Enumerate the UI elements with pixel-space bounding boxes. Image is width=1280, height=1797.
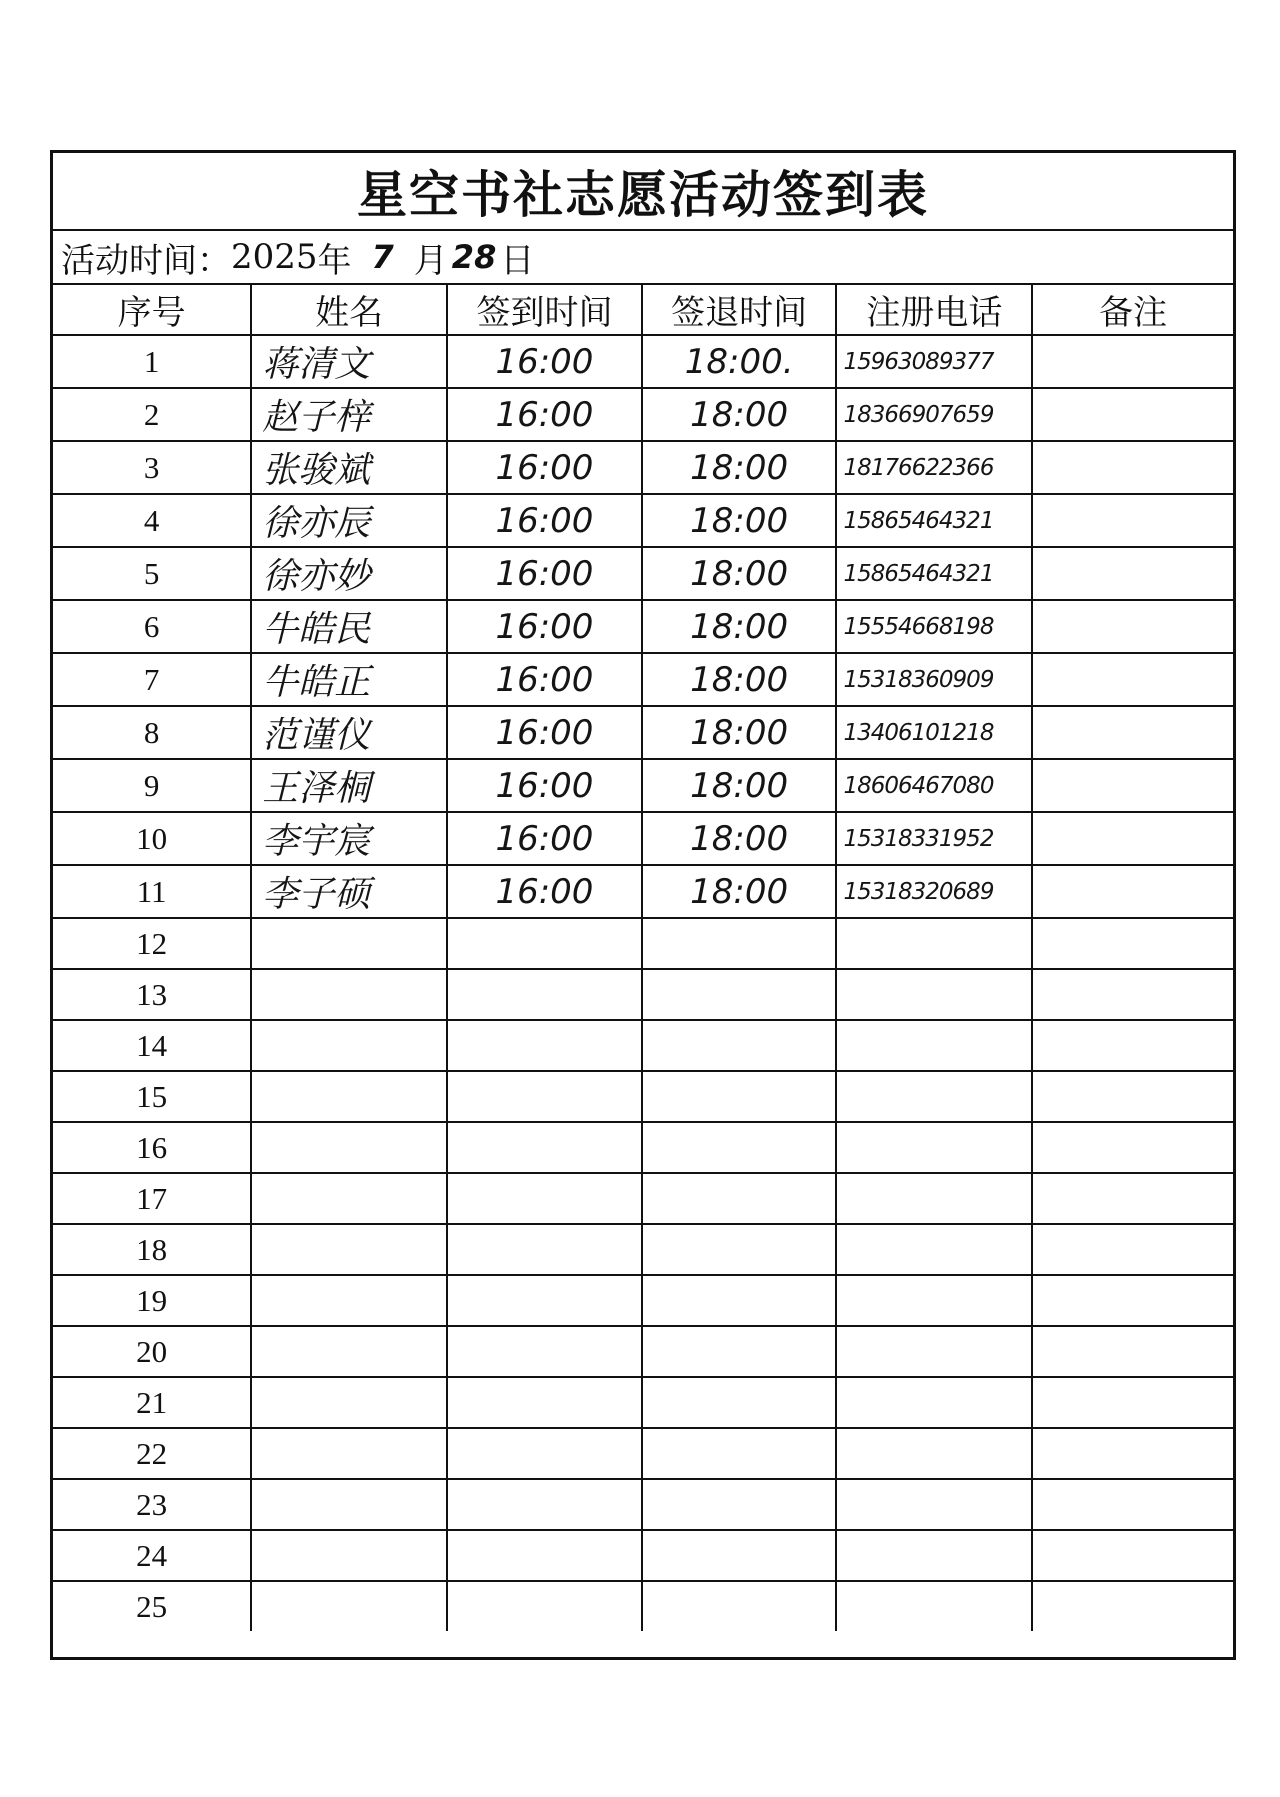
date-day-unit: 日 <box>500 240 535 281</box>
row-number: 14 <box>53 1020 251 1071</box>
name-cell: 赵子梓 <box>251 388 447 441</box>
phone-cell <box>836 1326 1032 1377</box>
name-cell <box>251 1071 447 1122</box>
check-out-cell <box>642 1581 837 1631</box>
check-out-cell: 18:00 <box>642 706 837 759</box>
check-out-cell <box>642 1479 837 1530</box>
check-in-cell <box>447 1326 642 1377</box>
name-cell: 李宇宸 <box>251 812 447 865</box>
phone-cell <box>836 969 1032 1020</box>
row-number: 6 <box>53 600 251 653</box>
row-number: 20 <box>53 1326 251 1377</box>
note-cell <box>1032 1530 1233 1581</box>
phone-cell: 15554668198 <box>836 600 1032 653</box>
note-cell <box>1032 1428 1233 1479</box>
phone-cell <box>836 1275 1032 1326</box>
row-number: 24 <box>53 1530 251 1581</box>
note-cell <box>1032 918 1233 969</box>
name-cell <box>251 1122 447 1173</box>
check-out-cell: 18:00 <box>642 547 837 600</box>
check-in-cell <box>447 1224 642 1275</box>
header-name: 姓名 <box>251 285 447 335</box>
note-cell <box>1032 1071 1233 1122</box>
name-cell <box>251 969 447 1020</box>
table-row <box>53 706 1233 759</box>
note-cell <box>1032 812 1233 865</box>
phone-cell <box>836 1173 1032 1224</box>
table-row <box>53 1428 1233 1479</box>
check-in-cell <box>447 1173 642 1224</box>
table-row <box>53 1071 1233 1122</box>
name-cell <box>251 1020 447 1071</box>
check-out-cell: 18:00 <box>642 494 837 547</box>
check-out-cell <box>642 1428 837 1479</box>
table-row <box>53 1479 1233 1530</box>
check-in-cell: 16:00 <box>447 865 642 918</box>
check-out-cell <box>642 1326 837 1377</box>
table-row <box>53 918 1233 969</box>
note-cell <box>1032 1173 1233 1224</box>
phone-cell <box>836 1479 1032 1530</box>
phone-cell: 15318360909 <box>836 653 1032 706</box>
name-cell: 牛皓正 <box>251 653 447 706</box>
check-in-cell: 16:00 <box>447 653 642 706</box>
check-in-cell <box>447 1122 642 1173</box>
name-cell: 张骏斌 <box>251 441 447 494</box>
check-out-cell <box>642 969 837 1020</box>
phone-cell <box>836 1071 1032 1122</box>
row-number: 3 <box>53 441 251 494</box>
check-out-cell <box>642 1071 837 1122</box>
note-cell <box>1032 600 1233 653</box>
table-row <box>53 600 1233 653</box>
name-cell: 徐亦妙 <box>251 547 447 600</box>
phone-cell: 18176622366 <box>836 441 1032 494</box>
note-cell <box>1032 441 1233 494</box>
table-row <box>53 547 1233 600</box>
note-cell <box>1032 335 1233 388</box>
table-row <box>53 494 1233 547</box>
table-row <box>53 335 1233 388</box>
row-number: 15 <box>53 1071 251 1122</box>
check-in-cell <box>447 1020 642 1071</box>
check-out-cell: 18:00 <box>642 653 837 706</box>
check-in-cell <box>447 1071 642 1122</box>
row-number: 19 <box>53 1275 251 1326</box>
check-in-cell: 16:00 <box>447 547 642 600</box>
name-cell <box>251 1581 447 1631</box>
phone-cell: 15963089377 <box>836 335 1032 388</box>
phone-cell <box>836 1224 1032 1275</box>
row-number: 22 <box>53 1428 251 1479</box>
row-number: 5 <box>53 547 251 600</box>
name-cell: 李子硕 <box>251 865 447 918</box>
attendance-table <box>53 285 1233 1631</box>
row-number: 10 <box>53 812 251 865</box>
check-in-cell <box>447 1377 642 1428</box>
check-in-cell: 16:00 <box>447 706 642 759</box>
check-in-cell <box>447 1275 642 1326</box>
note-cell <box>1032 653 1233 706</box>
name-cell: 牛皓民 <box>251 600 447 653</box>
check-out-cell: 18:00 <box>642 441 837 494</box>
name-cell <box>251 1326 447 1377</box>
name-cell: 范谨仪 <box>251 706 447 759</box>
header-row <box>53 285 1233 335</box>
header-check-out: 签退时间 <box>642 285 837 335</box>
row-number: 7 <box>53 653 251 706</box>
check-in-cell <box>447 1530 642 1581</box>
table-row <box>53 1020 1233 1071</box>
check-in-cell: 16:00 <box>447 759 642 812</box>
row-number: 1 <box>53 335 251 388</box>
table-row <box>53 653 1233 706</box>
note-cell <box>1032 1326 1233 1377</box>
check-out-cell <box>642 1224 837 1275</box>
sheet-title: 星空书社志愿活动签到表 <box>53 153 1233 231</box>
check-out-cell: 18:00 <box>642 812 837 865</box>
header-number: 序号 <box>53 285 251 335</box>
row-number: 18 <box>53 1224 251 1275</box>
check-in-cell: 16:00 <box>447 812 642 865</box>
row-number: 17 <box>53 1173 251 1224</box>
row-number: 11 <box>53 865 251 918</box>
phone-cell <box>836 1377 1032 1428</box>
row-number: 21 <box>53 1377 251 1428</box>
name-cell: 王泽桐 <box>251 759 447 812</box>
table-row <box>53 865 1233 918</box>
phone-cell <box>836 1530 1032 1581</box>
note-cell <box>1032 1479 1233 1530</box>
check-out-cell <box>642 1530 837 1581</box>
note-cell <box>1032 1581 1233 1631</box>
phone-cell: 15865464321 <box>836 494 1032 547</box>
header-note: 备注 <box>1032 285 1233 335</box>
check-in-cell: 16:00 <box>447 335 642 388</box>
table-row <box>53 1377 1233 1428</box>
check-in-cell: 16:00 <box>447 441 642 494</box>
check-out-cell <box>642 1173 837 1224</box>
phone-cell: 15865464321 <box>836 547 1032 600</box>
table-row <box>53 1326 1233 1377</box>
date-month: 7 <box>371 238 394 276</box>
table-row <box>53 759 1233 812</box>
name-cell <box>251 1275 447 1326</box>
name-cell <box>251 1428 447 1479</box>
date-year: 2025 <box>231 237 318 277</box>
check-out-cell: 18:00 <box>642 759 837 812</box>
check-in-cell: 16:00 <box>447 388 642 441</box>
sign-in-sheet <box>50 150 1236 1660</box>
table-row <box>53 1581 1233 1631</box>
phone-cell: 18606467080 <box>836 759 1032 812</box>
table-row <box>53 388 1233 441</box>
table-row <box>53 1224 1233 1275</box>
row-number: 2 <box>53 388 251 441</box>
header-phone: 注册电话 <box>836 285 1032 335</box>
note-cell <box>1032 1275 1233 1326</box>
phone-cell: 15318320689 <box>836 865 1032 918</box>
table-row <box>53 441 1233 494</box>
activity-date-row <box>53 231 1233 285</box>
name-cell <box>251 1377 447 1428</box>
check-in-cell <box>447 918 642 969</box>
check-out-cell <box>642 918 837 969</box>
check-in-cell: 16:00 <box>447 600 642 653</box>
row-number: 4 <box>53 494 251 547</box>
name-cell <box>251 1224 447 1275</box>
check-out-cell <box>642 1122 837 1173</box>
row-number: 12 <box>53 918 251 969</box>
table-row <box>53 1122 1233 1173</box>
note-cell <box>1032 388 1233 441</box>
check-in-cell <box>447 969 642 1020</box>
name-cell <box>251 1479 447 1530</box>
check-out-cell <box>642 1275 837 1326</box>
row-number: 23 <box>53 1479 251 1530</box>
note-cell <box>1032 1122 1233 1173</box>
name-cell <box>251 918 447 969</box>
check-out-cell <box>642 1377 837 1428</box>
note-cell <box>1032 1377 1233 1428</box>
phone-cell <box>836 1581 1032 1631</box>
phone-cell: 13406101218 <box>836 706 1032 759</box>
check-out-cell: 18:00 <box>642 600 837 653</box>
note-cell <box>1032 547 1233 600</box>
name-cell: 蒋清文 <box>251 335 447 388</box>
row-number: 13 <box>53 969 251 1020</box>
row-number: 25 <box>53 1581 251 1631</box>
row-number: 9 <box>53 759 251 812</box>
table-row <box>53 1530 1233 1581</box>
table-row <box>53 812 1233 865</box>
note-cell <box>1032 1224 1233 1275</box>
table-row <box>53 1173 1233 1224</box>
phone-cell <box>836 1020 1032 1071</box>
row-number: 16 <box>53 1122 251 1173</box>
phone-cell <box>836 1428 1032 1479</box>
name-cell <box>251 1530 447 1581</box>
date-label: 活动时间： <box>61 240 231 281</box>
name-cell <box>251 1173 447 1224</box>
row-number: 8 <box>53 706 251 759</box>
phone-cell: 18366907659 <box>836 388 1032 441</box>
note-cell <box>1032 865 1233 918</box>
check-out-cell: 18:00. <box>642 335 837 388</box>
check-out-cell <box>642 1020 837 1071</box>
check-in-cell <box>447 1581 642 1631</box>
note-cell <box>1032 759 1233 812</box>
note-cell <box>1032 706 1233 759</box>
date-day: 28 <box>451 238 497 276</box>
check-in-cell <box>447 1428 642 1479</box>
table-row <box>53 1275 1233 1326</box>
check-out-cell: 18:00 <box>642 388 837 441</box>
note-cell <box>1032 1020 1233 1071</box>
table-row <box>53 969 1233 1020</box>
note-cell <box>1032 494 1233 547</box>
name-cell: 徐亦辰 <box>251 494 447 547</box>
check-out-cell: 18:00 <box>642 865 837 918</box>
note-cell <box>1032 969 1233 1020</box>
check-in-cell: 16:00 <box>447 494 642 547</box>
phone-cell <box>836 918 1032 969</box>
date-year-unit: 年 <box>317 240 352 281</box>
phone-cell <box>836 1122 1032 1173</box>
header-check-in: 签到时间 <box>447 285 642 335</box>
date-month-unit: 月 <box>413 240 448 281</box>
phone-cell: 15318331952 <box>836 812 1032 865</box>
check-in-cell <box>447 1479 642 1530</box>
